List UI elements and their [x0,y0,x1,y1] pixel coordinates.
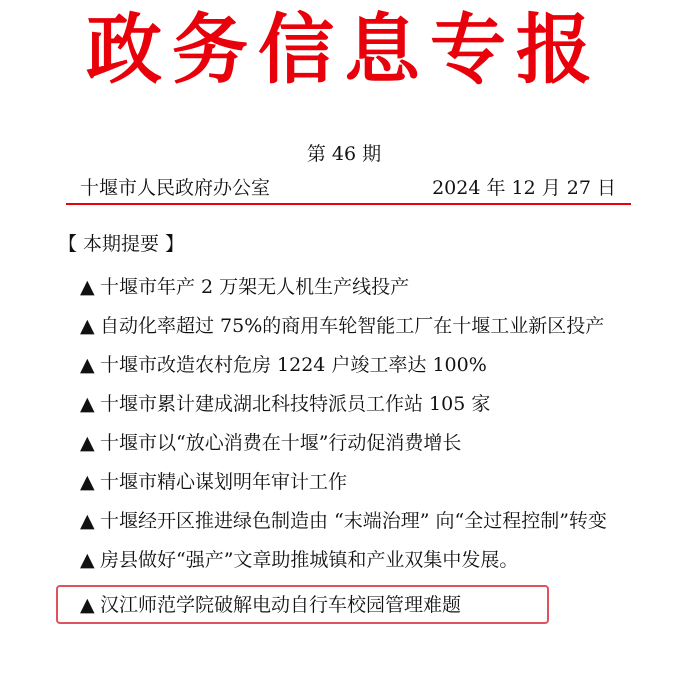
triangle-bullet-icon: ▲ [80,315,95,337]
summary-item-text: 房县做好“强产”文章助推城镇和产业双集中发展。 [100,549,519,571]
summary-item-text: 汉江师范学院破解电动自行车校园管理难题 [100,594,462,616]
bulletin-masthead: 政务信息专报 [86,5,602,94]
summary-item-text: 自动化率超过 75%的商用车轮智能工厂在十堰工业新区投产 [100,315,605,337]
summary-item [80,548,518,572]
summary-item [80,509,607,533]
highlight-box [56,585,549,624]
summary-item-text: 十堰市年产 2 万架无人机生产线投产 [100,276,410,298]
summary-item [80,314,604,338]
triangle-bullet-icon: ▲ [80,393,95,415]
triangle-bullet-icon: ▲ [80,549,95,571]
summary-item-text: 十堰市精心谋划明年审计工作 [100,471,348,493]
triangle-bullet-icon: ▲ [80,510,95,532]
header-divider [66,203,631,205]
summary-item [80,470,347,494]
summary-item-text: 十堰市以“放心消费在十堰”行动促消费增长 [100,432,462,454]
triangle-bullet-icon: ▲ [80,594,95,616]
triangle-bullet-icon: ▲ [80,276,95,298]
summary-item [80,353,487,377]
triangle-bullet-icon: ▲ [80,432,95,454]
issue-date: 2024 年 12 月 27 日 [432,177,616,199]
issuing-office: 十堰市人民政府办公室 [80,177,271,199]
summary-item [80,431,461,455]
summary-heading: 【 本期提要 】 [58,233,185,255]
triangle-bullet-icon: ▲ [80,354,95,376]
summary-item-text: 十堰经开区推进绿色制造由 “末端治理” 向“全过程控制”转变 [100,510,607,532]
issue-number: 第 46 期 [306,143,382,165]
summary-item-text: 十堰市累计建成湖北科技特派员工作站 105 家 [100,393,491,415]
summary-item-text: 十堰市改造农村危房 1224 户竣工率达 100% [100,354,487,376]
summary-item [80,392,490,416]
summary-item [80,275,409,299]
triangle-bullet-icon: ▲ [80,471,95,493]
